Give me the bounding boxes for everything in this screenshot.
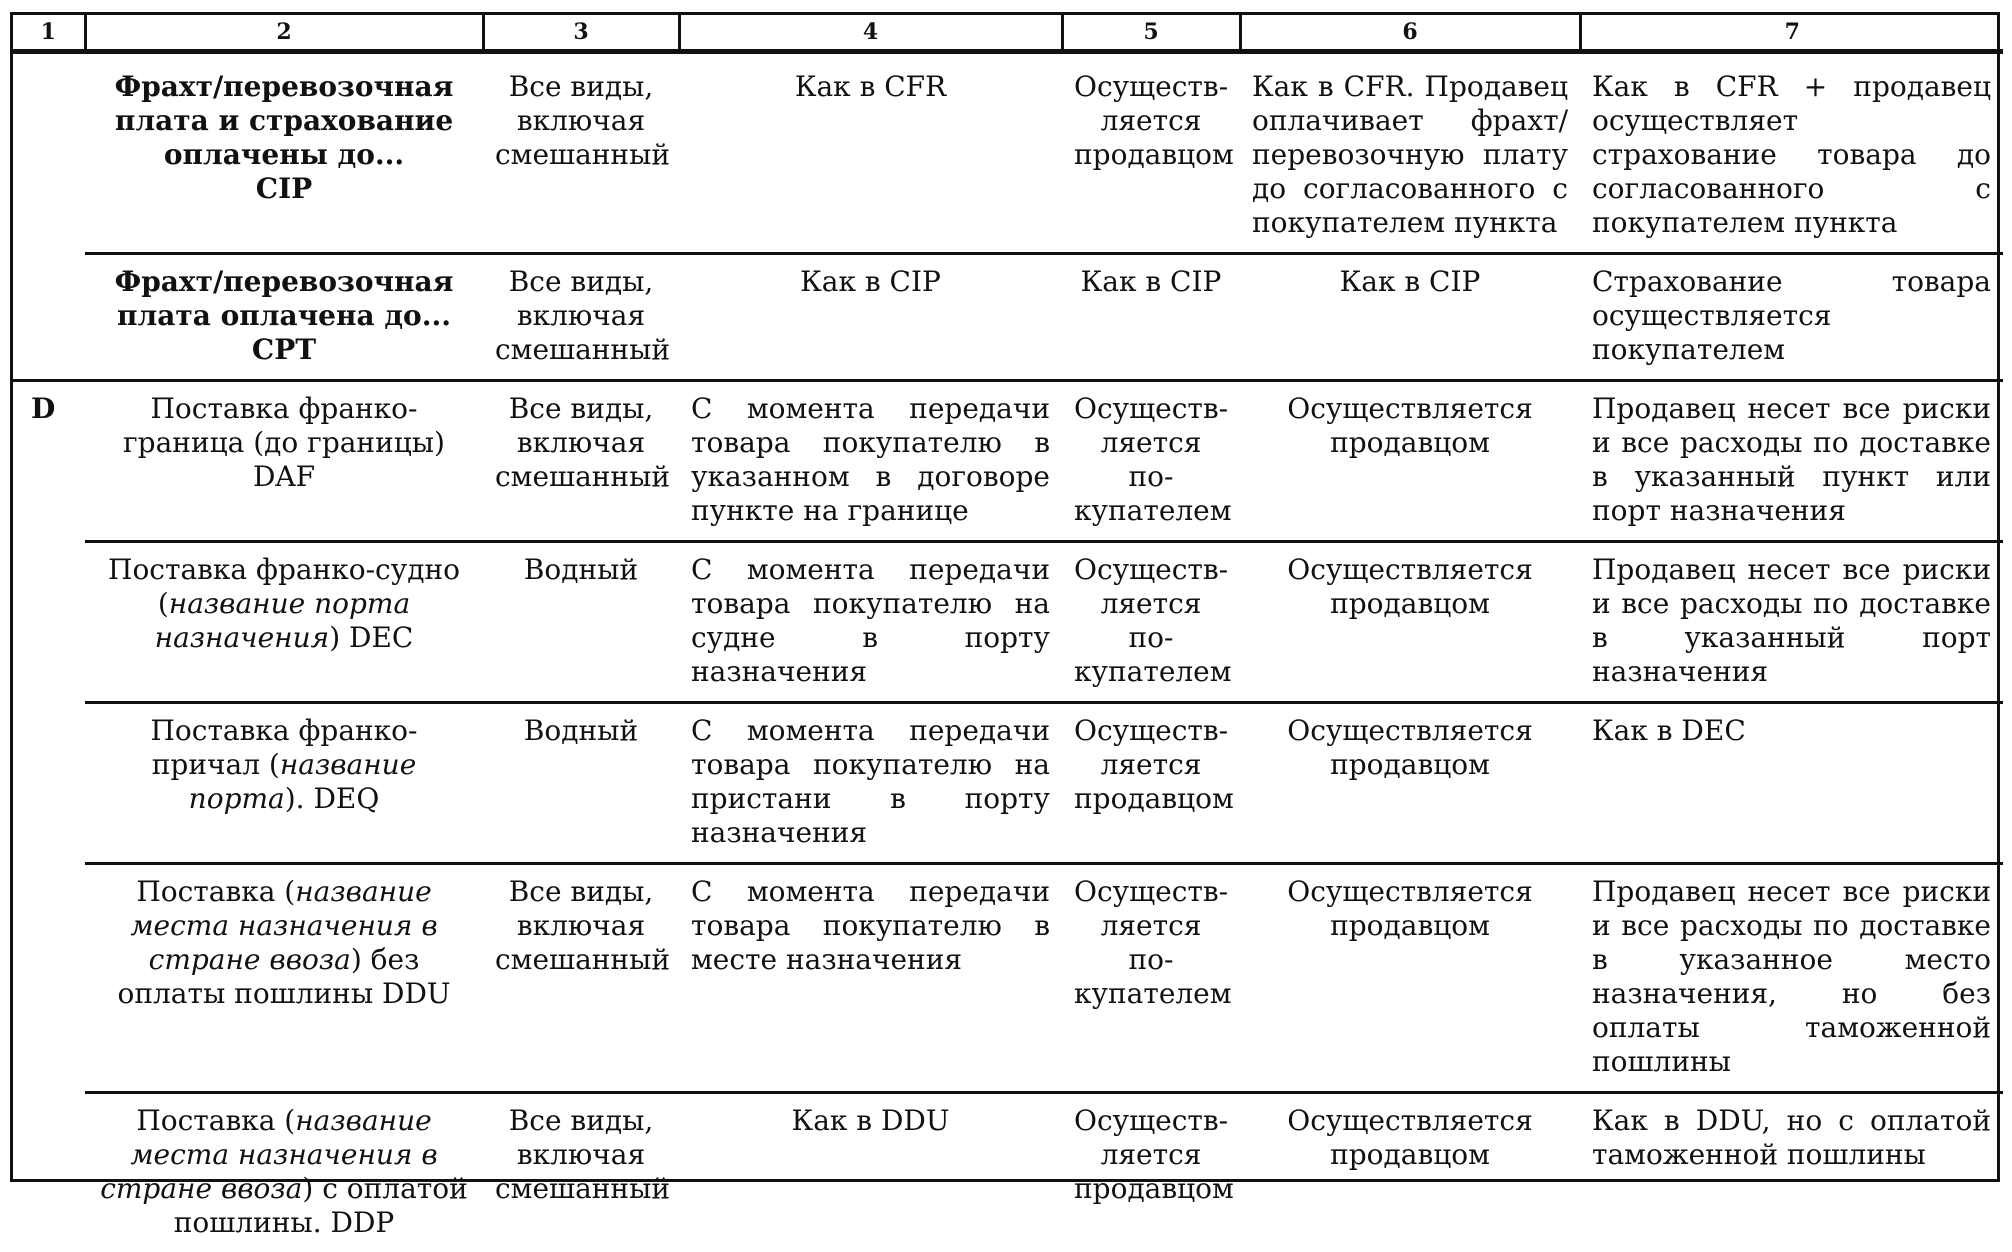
- export-clearance: Как в CIP: [1062, 254, 1240, 381]
- risk-transfer: Как в CFR: [679, 52, 1062, 254]
- transport-type: Все виды, включая смешанный: [483, 52, 679, 254]
- term-name-cell: [85, 52, 483, 254]
- risk-transfer: Как в DDU: [679, 1093, 1062, 1252]
- term-name-text: Поставка франко-причал (: [150, 714, 417, 781]
- column-number: 3: [483, 15, 679, 52]
- term-name-text: ) DEC: [329, 621, 413, 654]
- term-name-line: Поставка франко-: [97, 392, 471, 426]
- group-letter: [13, 703, 85, 864]
- group-letter: D: [13, 381, 85, 542]
- term-name-line: Фрахт/перевозочная: [97, 265, 471, 299]
- carriage-payment: Как в CIP: [1240, 254, 1580, 381]
- term-name-line: граница (до границы): [97, 426, 471, 460]
- notes: Продавец несет все риски и все расходы по доставке в указанный порт назначения: [1580, 542, 2003, 703]
- column-number: 4: [679, 15, 1062, 52]
- term-name-cell: [85, 254, 483, 381]
- term-name-line: плата оплачена до...: [97, 299, 471, 333]
- term-name-text: ). DEQ: [285, 782, 380, 815]
- notes: Продавец несет все риски и все расходы по доставке в указанный пункт или порт назначения: [1580, 381, 2003, 542]
- term-name-italic: название места назначения в стране ввоза: [130, 875, 437, 976]
- transport-type: Водный: [483, 703, 679, 864]
- table-row: [13, 254, 2003, 381]
- table-row: [13, 864, 2003, 1093]
- term-name-cell: [85, 381, 483, 542]
- notes: Как в DDU, но с оплатой таможенной пошлины: [1580, 1093, 2003, 1252]
- term-name-line: оплачены до...: [97, 138, 471, 172]
- term-name-line: DAF: [97, 460, 471, 494]
- carriage-payment: Осуществляется продавцом: [1240, 703, 1580, 864]
- term-name-cell: [85, 703, 483, 864]
- term-name-text: Поставка франко-судно (: [108, 553, 460, 620]
- transport-type: Водный: [483, 542, 679, 703]
- carriage-payment: Осуществляется продавцом: [1240, 542, 1580, 703]
- export-clearance: Осуществ-ляется продавцом: [1062, 1093, 1240, 1252]
- table-row: [13, 52, 2003, 254]
- export-clearance: Осуществ-ляется по-купателем: [1062, 381, 1240, 542]
- term-name-cell: [85, 542, 483, 703]
- table-row: [13, 542, 2003, 703]
- carriage-payment: Осуществляется продавцом: [1240, 864, 1580, 1093]
- export-clearance: Осуществ-ляется по-купателем: [1062, 864, 1240, 1093]
- incoterms-table: [13, 15, 2003, 1252]
- term-name-cell: [85, 864, 483, 1093]
- term-name-line: плата и страхование: [97, 104, 471, 138]
- term-name-text: Поставка (: [136, 1104, 295, 1137]
- risk-transfer: С момента передачи товара покупателю в месте назначения: [679, 864, 1062, 1093]
- group-letter: [13, 864, 85, 1093]
- group-letter: [13, 52, 85, 254]
- notes: Страхование товара осуществляется покупателем: [1580, 254, 2003, 381]
- table-row: [13, 381, 2003, 542]
- carriage-payment: Как в CFR. Продавец оплачивает фрахт/перевозочную плату до согласованного с покупателем пункта: [1240, 52, 1580, 254]
- column-number: 5: [1062, 15, 1240, 52]
- transport-type: Все виды, включая смешанный: [483, 1093, 679, 1252]
- term-name-text: ) без оплаты пошлины DDU: [117, 943, 450, 1010]
- export-clearance: Осуществ-ляется продавцом: [1062, 52, 1240, 254]
- term-name-text: Поставка (: [136, 875, 295, 908]
- term-name-italic: название места назначения в стране ввоза: [100, 1104, 437, 1205]
- export-clearance: Осуществ-ляется продавцом: [1062, 703, 1240, 864]
- notes: Как в CFR + продавец осуществляет страхование товара до согласованного с покупателем пункта: [1580, 52, 2003, 254]
- incoterms-table-page: [10, 12, 2000, 1182]
- carriage-payment: Осуществляется продавцом: [1240, 381, 1580, 542]
- risk-transfer: Как в CIP: [679, 254, 1062, 381]
- column-number: 6: [1240, 15, 1580, 52]
- carriage-payment: Осуществляется продавцом: [1240, 1093, 1580, 1252]
- transport-type: Все виды, включая смешанный: [483, 864, 679, 1093]
- notes: Продавец несет все риски и все расходы по доставке в указанное место назначения, но без оплаты таможенной пошлины: [1580, 864, 2003, 1093]
- export-clearance: Осуществ-ляется по-купателем: [1062, 542, 1240, 703]
- group-letter: [13, 542, 85, 703]
- group-letter: [13, 254, 85, 381]
- transport-type: Все виды, включая смешанный: [483, 254, 679, 381]
- risk-transfer: С момента передачи товара покупателю на судне в порту назначения: [679, 542, 1062, 703]
- term-name-italic: название порта назначения: [155, 587, 411, 654]
- table-row: [13, 703, 2003, 864]
- group-letter: [13, 1093, 85, 1252]
- column-number: 1: [13, 15, 85, 52]
- notes: Как в DEC: [1580, 703, 2003, 864]
- column-number-header: [13, 15, 2003, 52]
- table-row: [13, 1093, 2003, 1252]
- transport-type: Все виды, включая смешанный: [483, 381, 679, 542]
- term-name-line: Фрахт/перевозочная: [97, 70, 471, 104]
- term-name-text: ) с оплатой пошлины. DDP: [174, 1172, 468, 1239]
- term-name-italic: название порта: [189, 748, 417, 815]
- term-name-line: CPT: [97, 333, 471, 367]
- column-number: 2: [85, 15, 483, 52]
- term-name-line: CIP: [97, 172, 471, 206]
- risk-transfer: С момента передачи товара покупателю в указанном в договоре пункте на границе: [679, 381, 1062, 542]
- term-name-cell: [85, 1093, 483, 1252]
- risk-transfer: С момента передачи товара покупателю на пристани в порту назначения: [679, 703, 1062, 864]
- column-number: 7: [1580, 15, 2003, 52]
